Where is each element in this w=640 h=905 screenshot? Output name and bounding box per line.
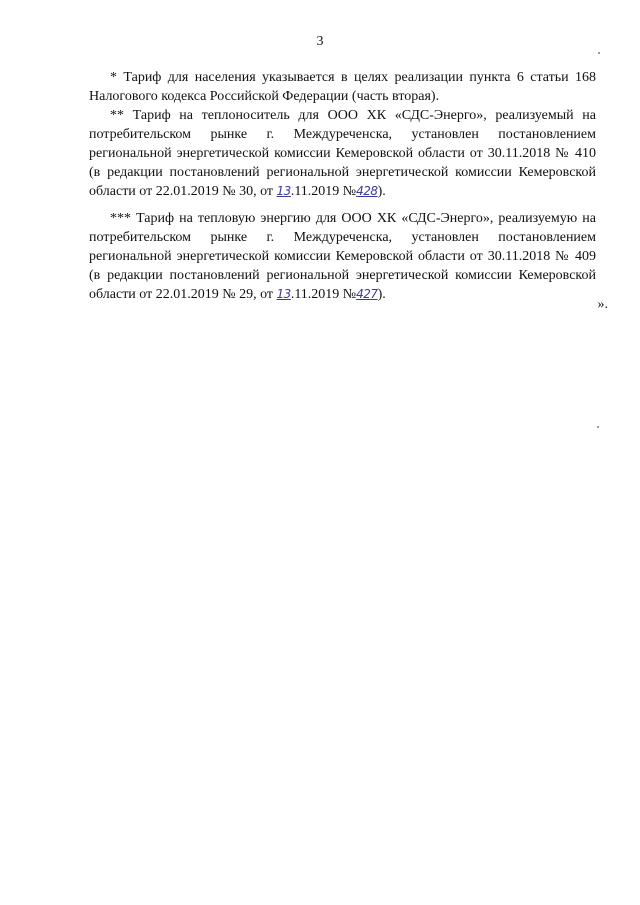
- footnote-population-tariff: * Тариф для населения указывается в целях реализации пункта 6 статьи 168 Налогового кодекса Российской Федерации (часть вторая).: [89, 70, 596, 104]
- footnotes-block: [89, 68, 596, 304]
- footnote-text: ** Тариф на теплоноситель для ООО ХК «СДС-Энерго», реализуемый на потребительском рынке г. Междуреченска, установлен постановлением региональной энергетической комиссии Кемеровской области от 30.11.2018 № 410 (в редакции постановлений региональной энергетической комиссии Кемеровской области от 22.01.2019 № 30, от: [89, 108, 596, 199]
- handwritten-number: 428: [356, 184, 378, 198]
- scan-speck: [598, 52, 600, 54]
- handwritten-day: 13: [276, 287, 291, 301]
- footnote-text: ).: [377, 287, 386, 302]
- footnote-heat-carrier-tariff: [89, 106, 596, 201]
- footnote-heat-energy-tariff: [89, 209, 596, 304]
- footnote-text: .11.2019 №: [290, 287, 357, 302]
- footnote-text: *** Тариф на тепловую энергию для ООО ХК «СДС-Энерго», реализуемую на потребительском рынке г. Междуреченска, установлен постановлением региональной энергетической комиссии Кемеровской области от 30.11.2018 № 409 (в редакции постановлений региональной энергетической комиссии Кемеровской области от 22.01.2019 № 29, от: [89, 211, 596, 302]
- scan-speck: [597, 426, 599, 428]
- handwritten-day: 13: [276, 184, 291, 198]
- handwritten-number: 427: [356, 287, 378, 301]
- footnote-text: .11.2019 №: [290, 184, 357, 199]
- footnote-text: ).: [377, 184, 386, 199]
- page-number: 3: [316, 34, 324, 49]
- closing-quote: ».: [597, 297, 608, 312]
